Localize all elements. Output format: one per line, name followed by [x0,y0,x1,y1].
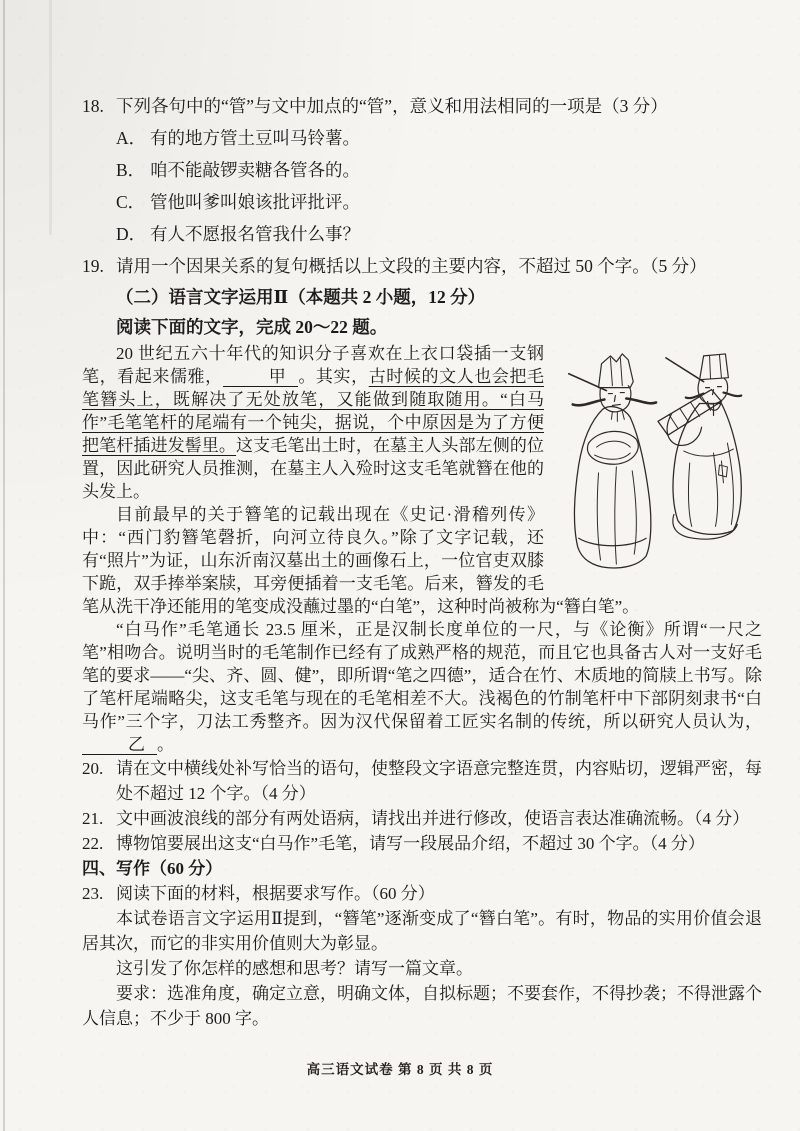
reading-instruction: 阅读下面的文字，完成 20～22 题。 [116,317,388,337]
passage-paragraph-3 [82,618,762,756]
essay-requirements: 要求：选准角度，确定立意，明确文体，自拟标题；不要套作，不得抄袭；不得泄露个人信息；不少于 800 字。 [82,984,762,1028]
option-text: 有的地方管土豆叫马铃薯。 [150,128,360,148]
page-footer: 高三语文试卷 第 8 页 共 8 页 [306,1062,494,1077]
passage-text: 。 [157,735,174,754]
two-officials-illustration [554,344,762,572]
question-stem: 博物馆要展出这支“白马作”毛笔，请写一段展品介绍，不超过 30 个字。（4 分） [116,834,705,853]
questions-20-22 [82,756,762,856]
scan-edge-shadow [3,0,5,1131]
section-2-heading: （二）语言文字运用Ⅱ（本题共 2 小题，12 分） [116,287,486,307]
question-22 [82,831,762,856]
option-text: 管他叫爹叫娘该批评批评。 [150,192,360,212]
question-stem: 请在文中横线处补写恰当的语句，使整段文字语意完整连贯，内容贴切，逻辑严密，每处不超过 12 个字。（4 分） [116,759,762,803]
question-21 [82,806,762,831]
question-stem: 阅读下面的材料，根据要求写作。（60 分） [116,884,435,903]
option-letter: B． [116,160,146,180]
passage-text: “白马作”毛笔通长 23.5 厘米，正是汉制长度单位的一尺，与《论衡》所谓“一尺之笔”相吻合。说明当时的毛笔制作已经有了成熟严格的规范，而且它也具备古人对一支好毛笔的要求——“尖、齐、圆、健”，即所谓“笔之四德”，适合在竹、木质地的简牍上书写。除了笔杆尾端略尖，这支毛笔与现在的毛笔相差不大。浅褐色的竹制笔杆中下部阴刻隶书“白马作”三个字，刀法工秀整齐。因为汉代保留着工匠实名制的传统，所以研究人员认为， [82,620,762,731]
two-officials-line-drawing-icon [554,344,762,572]
scan-smudge [49,0,52,235]
question-stem: 下列各句中的“管”与文中加点的“管”，意义和用法相同的一项是（3 分） [116,96,668,116]
question-number: 19. [82,256,104,276]
essay-material-paragraph-1: 本试卷语言文字运用Ⅱ提到，“簪笔”逐渐变成了“簪白笔”。有时，物品的实用价值会退居其次，而它的非实用价值则大为彰显。 [82,909,762,953]
option-text: 咱不能敲锣卖糖各管各的。 [150,160,360,180]
passage-text: 目前最早的关于簪笔的记载出现在《史记·滑稽列传》中：“西门豹簪笔磬折，向河立待良久。”除了文字记载，还有“照片”为证，山东沂南汉墓出土的画像石上，一位官吏双膝下跪，双手捧举案牍，耳旁便插着一支毛笔。后来，簪发的毛笔从洗干净还能用的笔变成没蘸过墨的“白笔”，这种时尚被称为“簪白笔”。 [82,505,640,616]
passage-text: 20 世纪五六十年代的知识分子喜欢在上衣口袋插一支钢笔，看起来儒雅， [82,344,544,386]
question-20 [82,756,762,806]
question-stem: 请用一个因果关系的复句概括以上文段的主要内容，不超过 50 个字。（5 分） [116,256,707,276]
passage [82,342,762,756]
option-letter: C． [116,192,146,212]
question-number: 23. [82,884,104,903]
question-23-block [82,881,762,906]
section-4-heading: 四、写作（60 分） [82,859,223,878]
option-letter: D． [116,224,147,244]
option-row [116,218,762,250]
option-letter: A． [116,128,147,148]
passage-text: 这支毛笔出土时，在墓主人头部左侧的位置，因此研究人员推测，在墓主人入殓时这支毛笔就簪在他的头发上。 [82,436,545,501]
question-18 [82,90,762,122]
question-stem: 文中画波浪线的部分有两处语病，请找出并进行修改，使语言表达准确流畅。（4 分） [116,809,750,828]
question-number: 18. [82,96,104,116]
option-row [116,186,762,218]
passage-text: 。其实， [297,367,369,386]
essay-material-paragraph-2: 这引发了你怎样的感想和思考？请写一篇文章。 [116,959,473,978]
question-number: 21. [82,809,104,828]
essay-material [82,906,762,1031]
question-number: 20. [82,759,104,778]
question-number: 22. [82,834,104,853]
question-23 [82,881,762,906]
option-row [116,122,762,154]
fill-in-blank: 乙 [82,736,157,755]
option-row [116,154,762,186]
wavy-underlined-text: 古时候的文人也会把毛笔簪头上，既解决了无处放笔，又能做到随取随用。“白马作”毛笔笔杆的尾端有一个钝尖，据说，个中原因是为了方便把笔杆插进发髻里。 [82,367,545,455]
question-18-options [82,122,762,250]
question-18-block [82,90,762,282]
fill-in-blank: 甲 [223,368,298,387]
option-text: 有人不愿报名管我什么事？ [150,224,360,244]
question-19 [82,250,762,282]
